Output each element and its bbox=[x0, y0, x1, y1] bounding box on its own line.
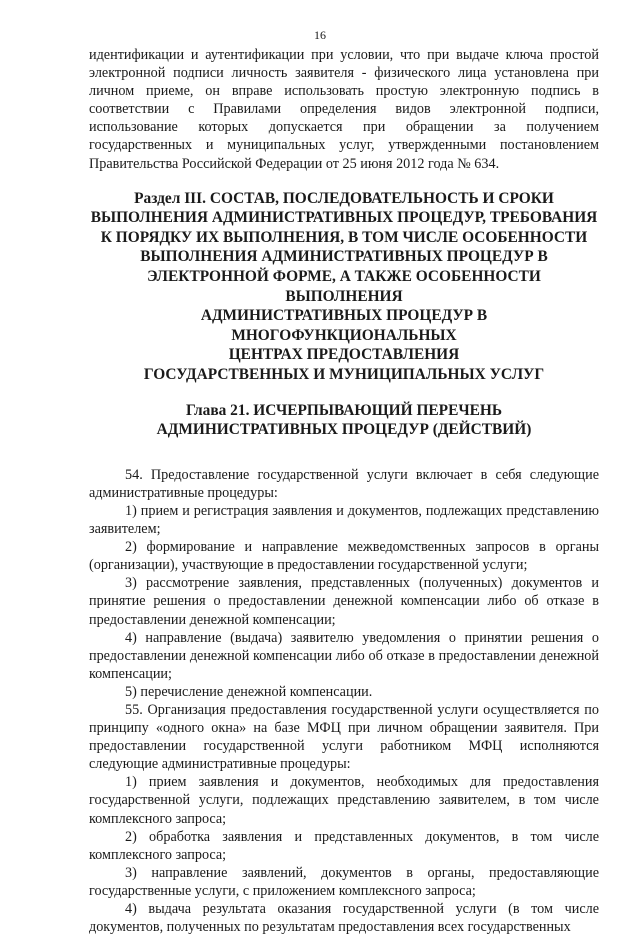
section-title-line: АДМИНИСТРАТИВНЫХ ПРОЦЕДУР В МНОГОФУНКЦИОНАЛЬНЫХ bbox=[200, 307, 488, 344]
paragraph-55: 55. Организация предоставления государственной услуги осуществляется по принципу «одного окна» на базе МФЦ при личном обращении заявителя. При предоставлении государственной услуги работником МФЦ исполняются следующие административные процедуры: bbox=[89, 702, 599, 773]
list-item: 5) перечисление денежной компенсации. bbox=[125, 683, 373, 700]
list-item: 4) выдача результата оказания государственной услуги (в том числе документов, полученных по результатам предоставления всех государственных bbox=[89, 901, 599, 936]
list-item: 1) прием и регистрация заявления и документов, подлежащих представлению заявителем; bbox=[89, 502, 599, 538]
section-title-line: ВЫПОЛНЕНИЯ АДМИНИСТРАТИВНЫХ ПРОЦЕДУР В bbox=[140, 248, 548, 266]
paragraph-54: 54. Предоставление государственной услуги включает в себя следующие административные процедуры: bbox=[89, 466, 599, 501]
chapter-title-line: Глава 21. ИСЧЕРПЫВАЮЩИЙ ПЕРЕЧЕНЬ bbox=[185, 401, 503, 419]
list-item: 4) направление (выдача) заявителю уведомления о принятии решения о предоставлении денежной компенсации либо об отказе в предоставлении денежной компенсации; bbox=[89, 629, 599, 682]
section-title-line: К ПОРЯДКУ ИХ ВЫПОЛНЕНИЯ, В ТОМ ЧИСЛЕ ОСОБЕННОСТИ bbox=[100, 228, 588, 246]
list-item: 1) прием заявления и документов, необходимых для предоставления государственной услуги, подлежащих представлению заявителем, в том числе комплексного запроса; bbox=[89, 774, 599, 827]
page-number: 16 bbox=[314, 28, 326, 42]
section-title bbox=[89, 189, 599, 385]
list-item: 2) формирование и направление межведомственных запросов в органы (организации), участвующие в предоставлении государственной услуги; bbox=[89, 539, 599, 574]
list-item: 2) обработка заявления и представленных документов, в том числе комплексного запроса; bbox=[89, 828, 599, 863]
list-item: 3) направление заявлений, документов в органы, предоставляющие государственные услуги, с приложением комплексного запроса; bbox=[89, 864, 599, 899]
list-item: 3) рассмотрение заявления, представленных (полученных) документов и принятие решения о предоставлении денежной компенсации либо об отказе в предоставлении денежной компенсации; bbox=[89, 575, 599, 628]
chapter-title bbox=[89, 401, 599, 440]
section-title-line: ВЫПОЛНЕНИЯ АДМИНИСТРАТИВНЫХ ПРОЦЕДУР, ТРЕБОВАНИЯ bbox=[90, 209, 598, 227]
section-title-line: ЦЕНТРАХ ПРЕДОСТАВЛЕНИЯ bbox=[228, 346, 460, 364]
section-title-line: ЭЛЕКТРОННОЙ ФОРМЕ, А ТАКЖЕ ОСОБЕННОСТИ ВЫПОЛНЕНИЯ bbox=[147, 268, 541, 305]
intro-paragraph: идентификации и аутентификации при условии, что при выдаче ключа простой электронной подписи личность заявителя - физического лица установлена при личном приеме, он вправе использовать простую электронную подпись в соответствии с Правилами определения видов электронной подписи, использование которых допускается при обращении за получением государственных и муниципальных услуг, утвержденными постановлением Правительства Российской Федерации от 25 июня 2012 года № 634. bbox=[89, 47, 599, 172]
section-title-line: Раздел III. СОСТАВ, ПОСЛЕДОВАТЕЛЬНОСТЬ И СРОКИ bbox=[134, 189, 554, 207]
page-content bbox=[89, 46, 599, 936]
section-title-line: ГОСУДАРСТВЕННЫХ И МУНИЦИПАЛЬНЫХ УСЛУГ bbox=[143, 366, 545, 383]
chapter-title-line: АДМИНИСТРАТИВНЫХ ПРОЦЕДУР (ДЕЙСТВИЙ) bbox=[156, 421, 532, 439]
